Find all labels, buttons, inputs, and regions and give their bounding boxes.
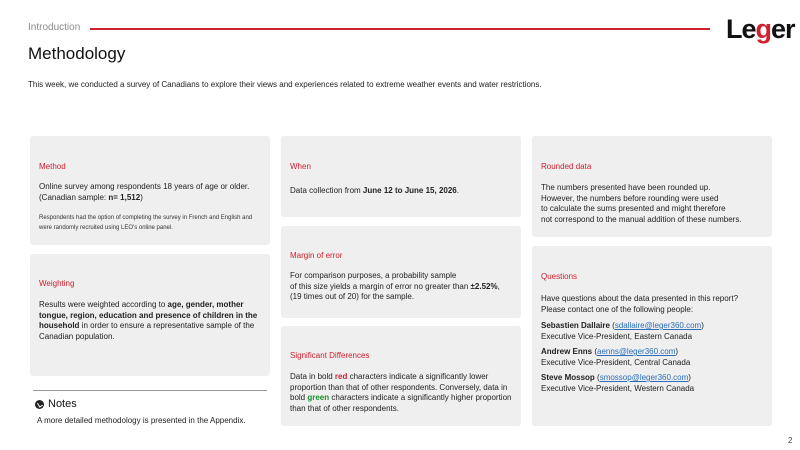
email-link[interactable]: smossop@leger360.com <box>599 373 689 382</box>
weighting-title: Weighting <box>39 279 75 288</box>
contact-item: Andrew Enns (aenns@leger360.com) Executive Vice-President, Central Canada <box>541 347 691 367</box>
header-rule <box>90 28 710 30</box>
when-title: When <box>290 162 311 171</box>
when-body: Data collection from June 12 to June 15, 2026. <box>290 186 459 195</box>
notes-rule <box>33 390 267 391</box>
significant-body: Data in bold red characters indicate a significantly lower proportion than that of other respondents. Conversely, data in bold green characters indicate a significantly higher proportion than that of other respondents. <box>290 372 512 413</box>
significant-title: Significant Differences <box>290 351 370 360</box>
rounded-card <box>532 136 772 237</box>
significant-card <box>281 326 521 426</box>
rounded-title: Rounded data <box>541 162 592 171</box>
page-title: Methodology <box>28 44 126 63</box>
email-link[interactable]: sdallaire@leger360.com <box>614 321 702 330</box>
method-body: Online survey among respondents 18 years of age or older. (Canadian sample: n= 1,512) <box>39 182 250 202</box>
questions-card <box>532 246 772 426</box>
method-note: Respondents had the option of completing the survey in French and English and were randomly recruited using LEO's online panel. <box>39 215 253 231</box>
page-number: 2 <box>788 436 793 445</box>
weighting-card <box>30 254 270 376</box>
method-card <box>30 136 270 245</box>
margin-body: For comparison purposes, a probability sample of this size yields a margin of error no greater than ±2.52%, (19 times out of 20) for the sample. <box>290 271 500 301</box>
margin-title: Margin of error <box>290 251 343 260</box>
check-circle-icon <box>35 400 44 409</box>
contact-item: Sebastien Dallaire (sdallaire@leger360.com) Executive Vice-President, Eastern Canada <box>541 321 704 341</box>
method-title: Method <box>39 162 66 171</box>
questions-title: Questions <box>541 272 578 281</box>
section-label: Introduction <box>28 22 81 33</box>
when-card <box>281 136 521 217</box>
weighting-body: Results were weighted according to age, gender, mother tongue, region, education and presence of children in the household in order to ensure a representative sample of the Canadian population. <box>39 300 258 341</box>
intro-text: This week, we conducted a survey of Canadians to explore their views and experiences related to extreme weather events and water restrictions. <box>28 80 542 89</box>
email-link[interactable]: aenns@leger360.com <box>597 347 676 356</box>
margin-card <box>281 226 521 318</box>
questions-body: Have questions about the data presented in this report? Please contact one of the following people: <box>541 294 739 314</box>
rounded-body: The numbers presented have been rounded up. However, the numbers before rounding were used to calculate the sums presented and might therefore not correspond to the manual addition of these numbers. <box>541 183 742 224</box>
notes-heading: Notes <box>35 398 77 410</box>
notes-text: A more detailed methodology is presented in the Appendix. <box>37 416 246 425</box>
contact-item: Steve Mossop (smossop@leger360.com) Executive Vice-President, Western Canada <box>541 373 695 393</box>
leger-logo: Leger <box>726 14 795 44</box>
